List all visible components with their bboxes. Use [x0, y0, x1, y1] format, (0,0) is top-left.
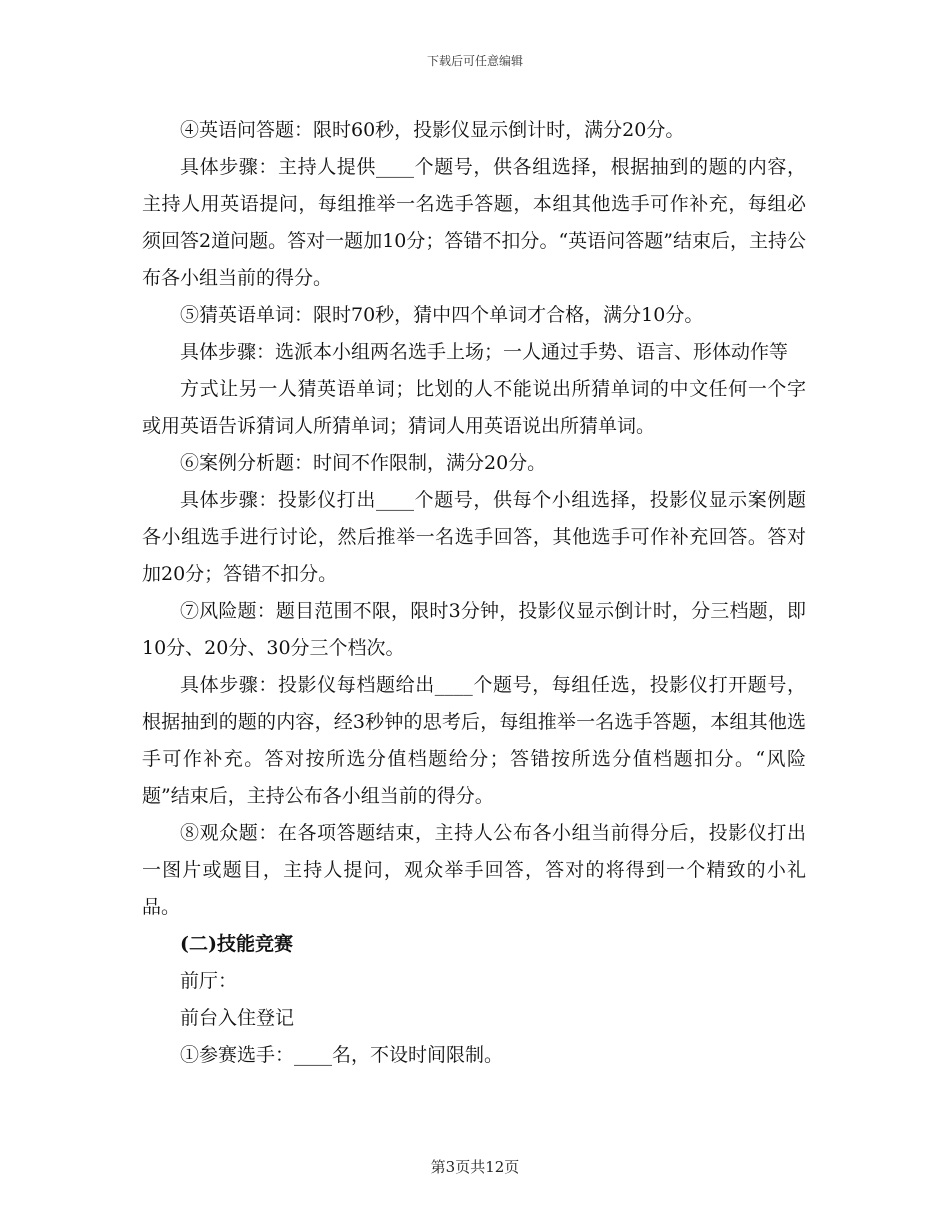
paragraph-guess-word-steps: 具体步骤：选派本小组两名选手上场；一人通过手势、语言、形体动作等	[180, 341, 789, 363]
paragraph-checkin-registration: 前台入住登记	[180, 1007, 295, 1029]
paragraph-front-office: 前厅：	[180, 970, 238, 992]
paragraph-audience-question: ⑧观众题：在各项答题结束，主持人公布各小组当前得分后，投影仪打出一图片或题目，主持人提问，观众举手回答，答对的将得到一个精致的小礼品。	[142, 822, 806, 918]
paragraph-english-qa-steps: 具体步骤：主持人提供____个题号，供各组选择，根据抽到的题的内容，主持人用英语提问，每组推举一名选手答题，本组其他选手可作补充，每组必须回答2道问题。答对一题加10分；答错不扣分。“英语问答题”结束后，主持公布各小组当前的得分。	[142, 156, 806, 289]
paragraph-case-analysis-rule: ⑥案例分析题：时间不作限制，满分20分。	[180, 452, 547, 474]
paragraph-case-analysis-steps: 具体步骤：投影仪打出____个题号，供每个小组选择，投影仪显示案例题各小组选手进行讨论，然后推举一名选手回答，其他选手可作补充回答。答对加20分；答错不扣分。	[142, 489, 806, 585]
paragraph-guess-word-rule: ⑤猜英语单词：限时70秒，猜中四个单词才合格，满分10分。	[180, 304, 704, 326]
paragraph-risk-question-rule: ⑦风险题：题目范围不限，限时3分钟，投影仪显示倒计时，分三档题，即10分、20分、30分三个档次。	[142, 600, 806, 659]
paragraph-guess-word-steps-cont: 方式让另一人猜英语单词；比划的人不能说出所猜单词的中文任何一个字或用英语告诉猜词人所猜单词；猜词人用英语说出所猜单词。	[142, 378, 806, 437]
paragraph-risk-question-steps: 具体步骤：投影仪每档题给出____个题号，每组任选，投影仪打开题号，根据抽到的题的内容，经3秒钟的思考后，每组推举一名选手答题，本组其他选手可作补充。答对按所选分值档题给分；答错按所选分值档题扣分。“风险题”结束后，主持公布各小组当前的得分。	[142, 674, 806, 807]
page-footer: 第3页共12页	[430, 1158, 520, 1176]
paragraph-contestants: ①参赛选手：____名，不设时间限制。	[180, 1044, 504, 1066]
page-header: 下载后可任意编辑	[426, 54, 523, 68]
document-body	[142, 112, 806, 1074]
paragraph-english-qa-rule: ④英语问答题：限时60秒，投影仪显示倒计时，满分20分。	[180, 119, 685, 141]
section-heading-skill-contest: (二)技能竞赛	[180, 933, 293, 955]
